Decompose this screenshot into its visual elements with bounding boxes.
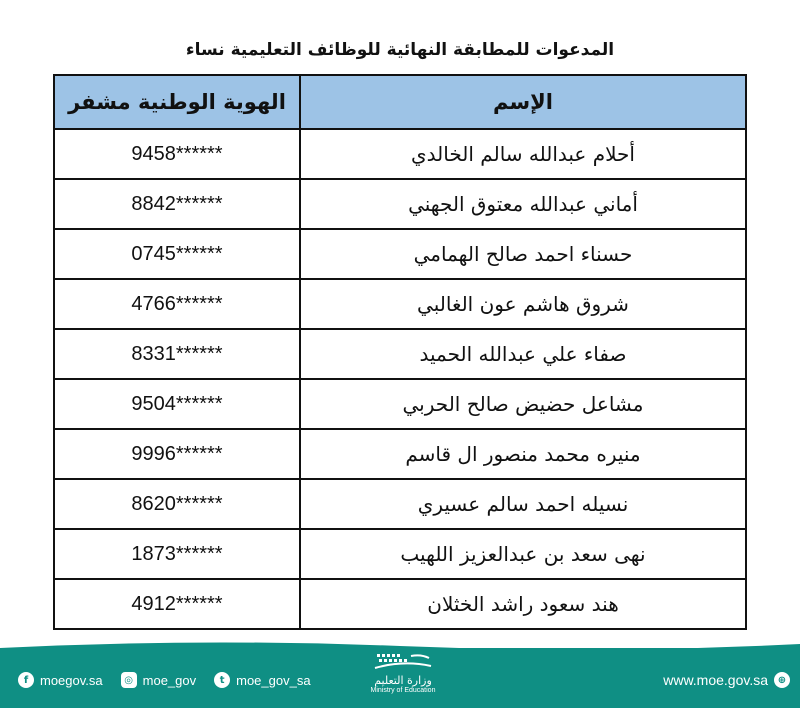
table-row	[54, 479, 746, 529]
id-cell: 4766******	[54, 279, 300, 329]
ministry-logo	[348, 652, 458, 706]
table-row	[54, 179, 746, 229]
table-row	[54, 229, 746, 279]
name-cell: أحلام عبدالله سالم الخالدي	[300, 129, 746, 179]
header-id: الهوية الوطنية مشفر	[54, 75, 300, 129]
twitter-handle: moe_gov_sa	[236, 672, 311, 688]
id-cell: 0745******	[54, 229, 300, 279]
name-cell: أماني عبدالله معتوق الجهني	[300, 179, 746, 229]
invitees-table	[53, 74, 747, 630]
id-cell: 1873******	[54, 529, 300, 579]
page-title: المدعوات للمطابقة النهائية للوظائف التعليمية نساء	[185, 40, 615, 60]
website-url: www.moe.gov.sa	[663, 672, 768, 688]
instagram-link[interactable]	[121, 672, 196, 688]
table-row	[54, 379, 746, 429]
name-cell: شروق هاشم عون الغالبي	[300, 279, 746, 329]
facebook-handle: moegov.sa	[40, 672, 103, 688]
table-row	[54, 329, 746, 379]
name-cell: نهى سعد بن عبدالعزيز اللهيب	[300, 529, 746, 579]
logo-english: Ministry of Education	[370, 687, 436, 694]
id-cell: 9996******	[54, 429, 300, 479]
social-links	[18, 672, 311, 688]
id-cell: 4912******	[54, 579, 300, 629]
name-cell: مشاعل حضيض صالح الحربي	[300, 379, 746, 429]
name-cell: حسناء احمد صالح الهمامي	[300, 229, 746, 279]
id-cell: 8842******	[54, 179, 300, 229]
id-cell: 9504******	[54, 379, 300, 429]
website-link[interactable]	[663, 672, 790, 688]
name-cell: صفاء علي عبدالله الحميد	[300, 329, 746, 379]
table-header-row	[54, 75, 746, 129]
ministry-logo-mark	[371, 652, 435, 672]
name-cell: هند سعود راشد الخثلان	[300, 579, 746, 629]
instagram-handle: moe_gov	[142, 672, 197, 688]
header-name: الإسم	[300, 75, 746, 129]
instagram-icon: ◎	[121, 672, 137, 688]
table-row	[54, 429, 746, 479]
facebook-icon: f	[18, 672, 34, 688]
id-cell: 8331******	[54, 329, 300, 379]
table-row	[54, 529, 746, 579]
table-row	[54, 129, 746, 179]
globe-icon: ⊕	[774, 672, 790, 688]
facebook-link[interactable]	[18, 672, 103, 688]
footer-bar	[0, 648, 800, 708]
logo-arabic: وزارة التعليم	[374, 674, 432, 687]
twitter-link[interactable]	[214, 672, 310, 688]
table-row	[54, 579, 746, 629]
id-cell: 9458******	[54, 129, 300, 179]
name-cell: نسيله احمد سالم عسيري	[300, 479, 746, 529]
name-cell: منيره محمد منصور ال قاسم	[300, 429, 746, 479]
twitter-icon: t	[214, 672, 230, 688]
id-cell: 8620******	[54, 479, 300, 529]
table-row	[54, 279, 746, 329]
